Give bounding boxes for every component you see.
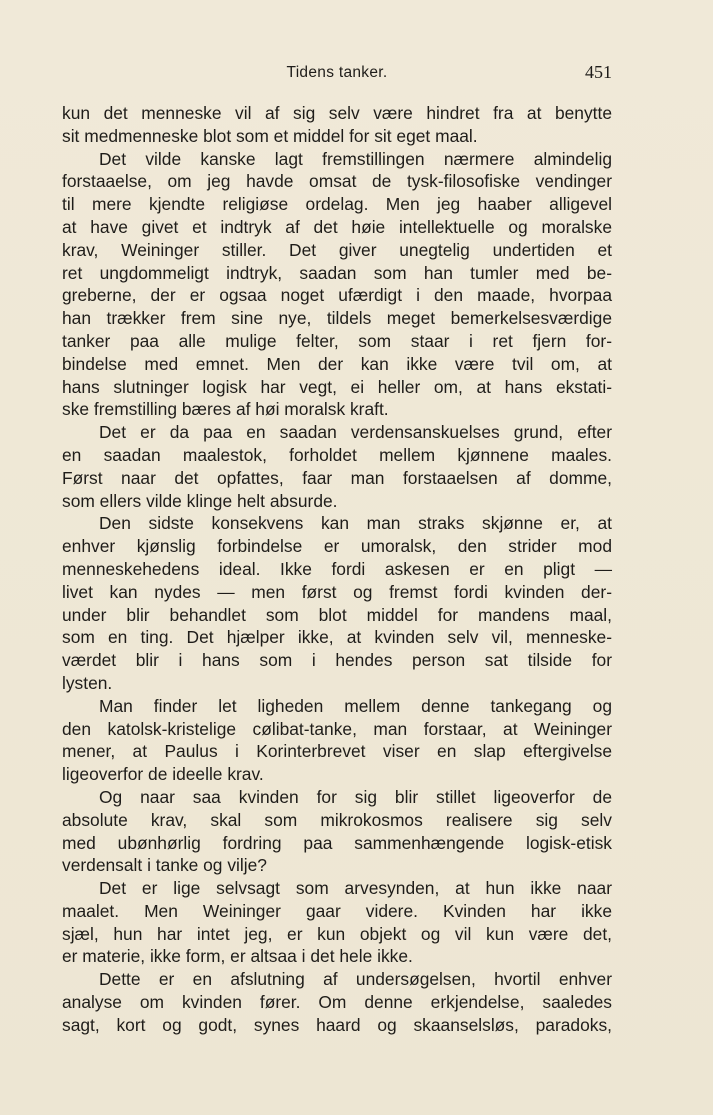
text-line: sit medmenneske blot som et middel for sit eget maal. — [62, 125, 478, 146]
text-line: med ubønhørlig fordring paa sammenhængende logisk-etisk — [62, 832, 612, 853]
text-line: Dette er en afslutning af undersøgelsen, hvortil enhver — [99, 969, 612, 990]
text-line: maalet. Men Weininger gaar videre. Kvinden har ikke — [62, 900, 612, 921]
text-line: sagt, kort og godt, synes haard og skaanselsløs, paradoks, — [62, 1014, 612, 1035]
text-line: Og naar saa kvinden for sig blir stillet ligeoverfor de — [99, 786, 612, 807]
running-title: Tidens tanker. — [286, 64, 388, 81]
text-line: en saadan maalestok, forholdet mellem kjønnene maales. — [62, 444, 612, 465]
text-line: forstaaelse, om jeg havde omsat de tysk-filosofiske vendinger — [62, 171, 612, 192]
text-line: Det er da paa en saadan verdensanskuelses grund, efter — [99, 422, 612, 443]
text-line: Man finder let ligheden mellem denne tankegang og — [99, 695, 612, 716]
text-line: under blir behandlet som blot middel for mandens maal, — [62, 604, 612, 625]
text-line: enhver kjønslig forbindelse er umoralsk, den strider mod — [62, 536, 612, 557]
text-line: analyse om kvinden fører. Om denne erkjendelse, saaledes — [62, 992, 612, 1013]
text-line: ret ungdommeligt indtryk, saadan som han tumler med be- — [62, 262, 612, 283]
body-text — [62, 102, 612, 1037]
text-line: ske fremstilling bæres af høi moralsk kraft. — [62, 399, 389, 420]
text-line: Det er lige selvsagt som arvesynden, at hun ikke naar — [99, 878, 612, 899]
text-line: ligeoverfor de ideelle krav. — [62, 764, 264, 785]
text-line: Den sidste konsekvens kan man straks skjønne er, at — [99, 513, 612, 534]
text-line: hans slutninger logisk har vegt, ei heller om, at hans ekstati- — [62, 376, 612, 397]
text-line: mener, at Paulus i Korinterbrevet viser en slap eftergivelse — [62, 741, 612, 762]
text-line: krav, Weininger stiller. Det giver unegtelig undertiden et — [62, 239, 612, 260]
text-line: han trækker frem sine nye, tildels meget bemerkelsesværdige — [62, 308, 612, 329]
text-line: Først naar det opfattes, faar man forstaaelsen af domme, — [62, 467, 612, 488]
text-line: kun det menneske vil af sig selv være hindret fra at benytte — [62, 103, 612, 123]
text-line: er materie, ikke form, er altsaa i det hele ikke. — [62, 946, 413, 967]
text-line: livet kan nydes — men først og fremst fordi kvinden der- — [62, 581, 612, 602]
text-line: at have givet et indtryk af det høie intellektuelle og moralske — [62, 216, 612, 237]
text-line: verdensalt i tanke og vilje? — [62, 855, 267, 876]
text-line: den katolsk-kristelige cølibat-tanke, man forstaar, at Weininger — [62, 718, 612, 739]
text-line: værdet blir i hans som i hendes person sat tilside for — [62, 650, 612, 671]
text-line: som ellers vilde klinge helt absurde. — [62, 490, 338, 511]
text-line: greberne, der er ogsaa noget ufærdigt i den maade, hvorpaa — [62, 285, 612, 306]
text-line: absolute krav, skal som mikrokosmos realisere sig selv — [62, 809, 612, 830]
text-line: Det vilde kanske lagt fremstillingen nærmere almindelig — [99, 148, 612, 169]
text-line: sjæl, hun har intet jeg, er kun objekt og vil kun være det, — [62, 923, 612, 944]
text-line: menneskehedens ideal. Ikke fordi askesen er en pligt — — [62, 558, 612, 579]
text-line: lysten. — [62, 672, 113, 693]
text-line: som en ting. Det hjælper ikke, at kvinden selv vil, menneske- — [62, 627, 612, 648]
page-header — [62, 64, 612, 86]
page-number: 451 — [585, 62, 612, 82]
text-line: til mere kjendte religiøse ordelag. Men jeg haaber alligevel — [62, 194, 612, 215]
text-line: tanker paa alle mulige felter, som staar i ret fjern for- — [62, 330, 612, 351]
text-line: bindelse med emnet. Men der kan ikke være tvil om, at — [62, 353, 612, 374]
